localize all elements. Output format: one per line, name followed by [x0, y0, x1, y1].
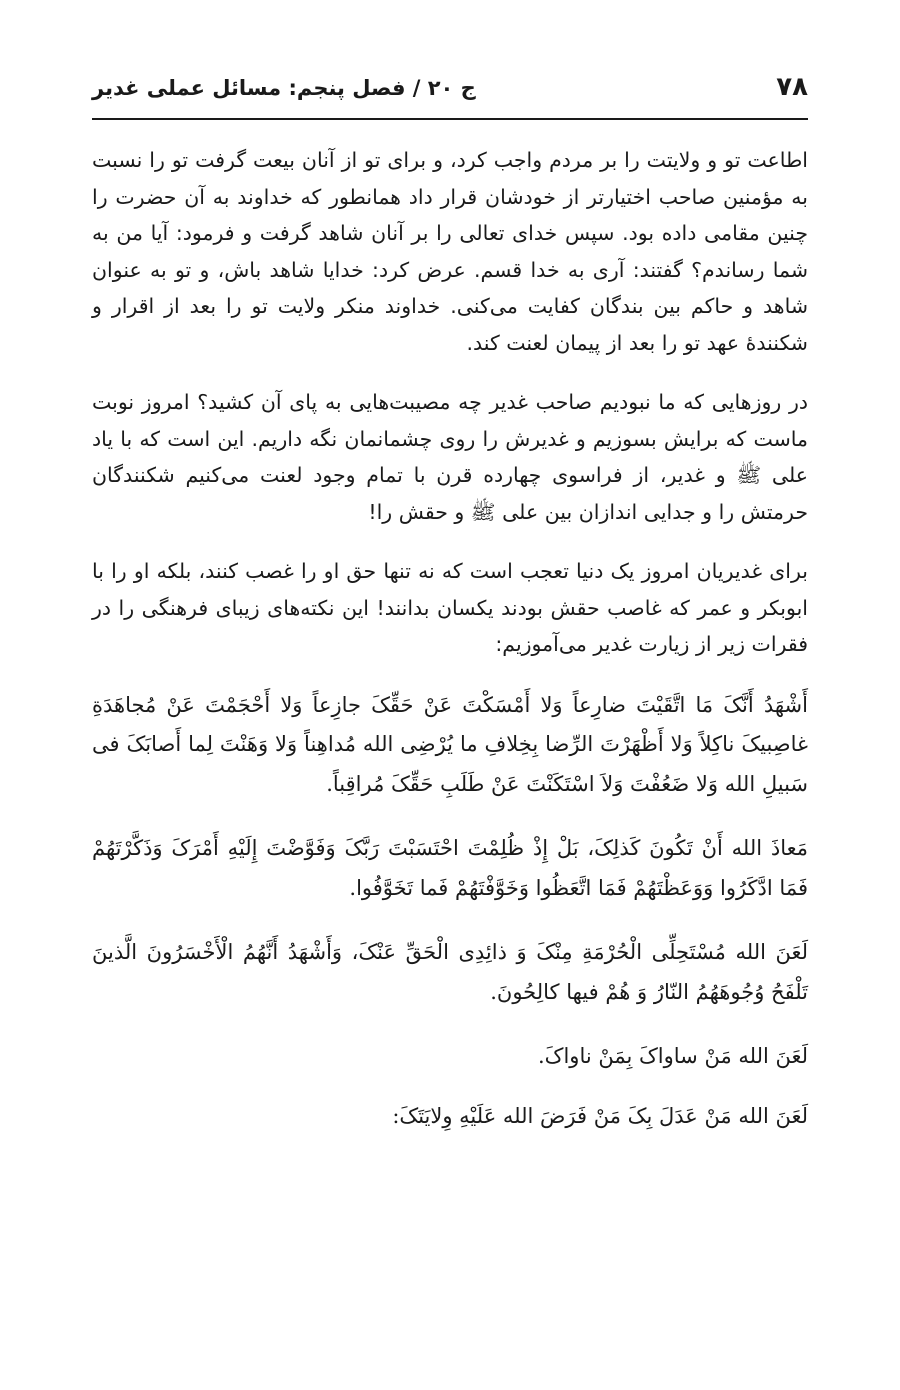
arabic-passage: لَعَنَ الله مُسْتَحِلِّی الْحُرْمَةِ مِنْکَ وَ ذائِدِی الْحَقِّ عَنْکَ، وَأَشْهَدُ أَنَّهُمُ الْأَخْسَرُونَ الَّذینَ تَلْفَحُ وُجُوهَهُمُ النّارُ وَ هُمْ فیها کالِحُونَ.: [92, 940, 808, 1004]
page-body: [92, 142, 808, 1156]
page-number: ۷۸: [776, 72, 808, 102]
paragraph: در روزهایی که ما نبودیم صاحب غدیر چه مصیبت‌هایی به پای آن کشید؟ امروز نوبت ماست که برایش بسوزیم و غدیرش را روی چشمانمان نگه داریم. این است که با یاد علی ﷺ و غدیر، از فراسوی چهارده قرن با تمام وجود لعنت می‌کنیم شکنندگان حرمتش را و جدایی اندازان بین علی ﷺ و حقش را!: [92, 390, 808, 524]
arabic-passage: لَعَنَ الله مَنْ ساواکَ بِمَنْ ناواکَ.: [538, 1044, 808, 1068]
arabic-passage: لَعَنَ الله مَنْ عَدَلَ بِکَ مَنْ فَرَضَ الله عَلَیْهِ وِلایَتَکَ:: [392, 1103, 808, 1128]
page-header: [92, 62, 808, 120]
arabic-passage: مَعاذَ الله أَنْ تَکُونَ کَذلِکَ، بَلْ إِذْ ظُلِمْتَ احْتَسَبْتَ رَبَّکَ وَفَوَّضْتَ إِلَیْهِ أَمْرَکَ وَذَکَّرْتَهُمْ فَمَا ادَّکَرُوا وَوَعَظْتَهُمْ فَمَا اتَّعَظُوا وَخَوَّفْتَهُمْ فَما تَخَوَّفُوا.: [92, 836, 808, 900]
paragraph: اطاعت تو و ولایتت را بر مردم واجب کرد، و برای تو از آنان بیعت گرفت تو را نسبت به مؤمنین صاحب اختیارتر از خودشان قرار داد همانطور که خداوند به آن حضرت را چنین مقامی داده بود. سپس خدای تعالی را بر آنان شاهد گرفت و فرمود: آیا من به شما رساندم؟ گفتند: آری به خدا قسم. عرض کرد: خدایا شاهد باش، و تو به عنوان شاهد و حاکم بین بندگان کفایت می‌کنی. خداوند منکر ولایت تو را بعد از اقرار و شکنندهٔ عهد تو را بعد از پیمان لعنت کند.: [92, 148, 808, 355]
paragraph: برای غدیریان امروز یک دنیا تعجب است که نه تنها حق او را غصب کنند، بلکه او را با ابوبکر و عمر که غاصب حقش بودند یکسان بدانند! این نکته‌های زیبای فرهنگی را در فقرات زیر از زیارت غدیر می‌آموزیم:: [92, 559, 808, 656]
arabic-passage: أَشْهَدُ أَنَّکَ مَا اتَّقَیْتَ ضارِعاً وَلا أَمْسَکْتَ عَنْ حَقِّکَ جازِعاً وَلا أَحْجَمْتَ عَنْ مُجاهَدَةِ غاصِبیکَ ناکِلاً وَلا أَظْهَرْتَ الرِّضا بِخِلافِ ما یُرْضِی الله مُداهِناً وَلا وَهَنْتَ لِما أَصابَکَ فی سَبیلِ الله وَلا ضَعُفْتَ وَلاَ اسْتَکَنْتَ عَنْ طَلَبِ حَقِّکَ مُراقِباً.: [92, 692, 808, 796]
running-head: ج ۲۰ / فصل پنجم: مسائل عملی غدیر: [92, 76, 476, 100]
